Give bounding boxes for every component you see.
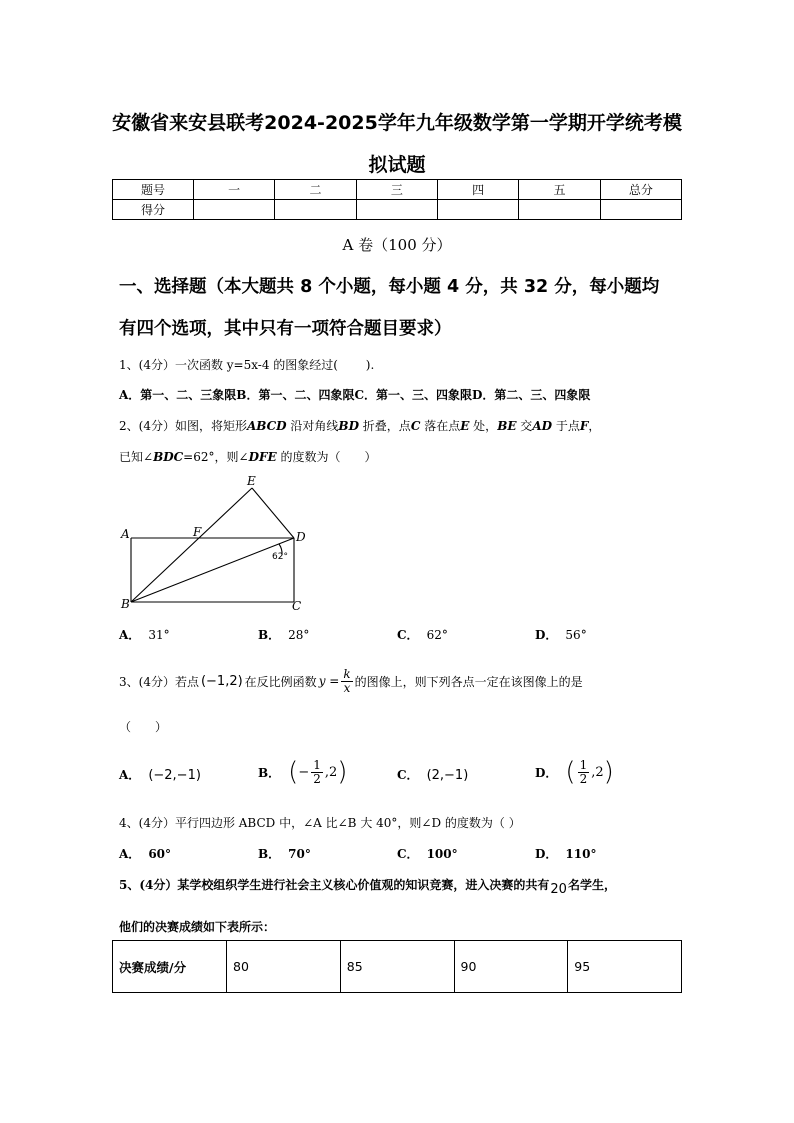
option-rest: ,2 [591, 764, 604, 780]
option-text: 56° [565, 628, 587, 642]
score-header-cell: 五 [519, 180, 600, 200]
score-table-score-row [113, 200, 682, 220]
section-a-heading: A 卷（100 分） [342, 236, 452, 254]
q2-option-a[interactable] [119, 626, 170, 643]
option-label: D． [535, 628, 558, 642]
score-header-cell: 四 [437, 180, 518, 200]
q4-option-a[interactable] [119, 845, 171, 862]
option-text: 70° [288, 847, 311, 861]
q2-var: E [460, 419, 470, 433]
q2-var: DFE [248, 450, 277, 464]
paren-right: ) [337, 757, 348, 787]
score-cell[interactable] [356, 200, 437, 220]
q2-var: AD [532, 419, 553, 433]
fig-label-a: A [121, 527, 130, 541]
q2-text: 已知∠ [119, 450, 154, 464]
option-fraction [311, 759, 323, 786]
q4-option-b[interactable] [258, 845, 311, 862]
frac-den: x [343, 680, 351, 695]
score-table-header-row [113, 180, 682, 200]
option-label: B． [258, 628, 281, 642]
q2-text: 的度数为（ ） [276, 450, 377, 464]
part1-heading-line1: 一、选择题（本大题共 8 个小题，每小题 4 分，共 32 分，每小题均 [119, 277, 660, 297]
paren-right: ) [603, 757, 614, 787]
q2-text: 沿对角线 [286, 419, 339, 433]
option-label: A． [119, 628, 141, 642]
q5-table-cell: 80 [227, 941, 341, 993]
q3-option-a[interactable] [119, 766, 201, 783]
option-rest: ,2 [324, 764, 338, 780]
option-text: (−2,−1) [148, 768, 201, 783]
q3-option-b[interactable] [258, 752, 347, 792]
q2-text: 2、(4分）如图，将矩形 [119, 419, 247, 433]
q5-stem-line2: 他们的决赛成绩如下表所示： [119, 920, 276, 934]
score-table [112, 179, 682, 220]
exam-title-line2: 拟试题 [368, 154, 426, 176]
score-cell[interactable] [600, 200, 681, 220]
option-text: 31° [148, 628, 170, 642]
q3-point: (−1,2) [200, 673, 243, 689]
score-cell[interactable] [194, 200, 275, 220]
q5-text: 名学生， [567, 878, 616, 892]
q2-var: ABCD [246, 419, 287, 433]
q3-option-d[interactable] [535, 752, 614, 792]
option-text: 110° [565, 847, 597, 861]
q2-var: C [410, 419, 421, 433]
q3-func-fraction [341, 668, 352, 695]
q1-stem: 1、(4分）一次函数 y=5x-4 的图象经过( ). [119, 358, 375, 372]
q2-text: =62°，则∠ [183, 450, 249, 464]
q2-figure [119, 474, 311, 616]
q5-score-table [112, 940, 682, 993]
frac-num: 1 [579, 757, 588, 772]
q3-text: 3、(4分）若点 [119, 674, 199, 689]
option-label: C． [397, 628, 419, 642]
option-label: C． [397, 768, 419, 782]
fig-label-d: D [296, 530, 306, 544]
score-header-cell: 二 [275, 180, 356, 200]
score-cell[interactable] [519, 200, 600, 220]
q2-option-c[interactable] [397, 626, 448, 643]
q5-table-label: 决赛成绩/分 [113, 941, 227, 993]
option-label: D． [535, 847, 558, 861]
option-label: B． [258, 765, 281, 780]
q3-func-y: y = [318, 674, 340, 688]
option-text: 60° [148, 847, 172, 861]
paren-left: ( [288, 757, 299, 787]
q5-count: 20 [550, 882, 567, 897]
option-text: (2,−1) [426, 768, 469, 783]
q3-text: 的图像上，则下列各点一定在该图像上的是 [354, 674, 583, 689]
option-label: A． [119, 847, 141, 861]
score-header-cell: 一 [194, 180, 275, 200]
q2-stem-line2 [119, 448, 376, 465]
frac-den: 2 [313, 771, 321, 786]
score-cell[interactable] [437, 200, 518, 220]
fig-label-f: F [193, 525, 202, 539]
fig-label-b: B [121, 597, 130, 611]
option-sign: − [298, 764, 310, 780]
q2-option-d[interactable] [535, 626, 587, 643]
q3-stem [119, 664, 583, 698]
paren-left: ( [565, 757, 576, 787]
q3-text: 在反比例函数 [244, 674, 317, 689]
q5-text: 5、(4分）某学校组织学生进行社会主义核心价值观的知识竞赛，进入决赛的共有 [119, 878, 550, 892]
q4-stem: 4、(4分）平行四边形 ABCD 中，∠A 比∠B 大 40°，则∠D 的度数为（ ） [119, 816, 521, 830]
option-label: A． [119, 768, 141, 782]
q2-text: 折叠，点 [358, 419, 411, 433]
frac-num: k [343, 666, 351, 681]
q2-option-b[interactable] [258, 626, 309, 643]
q2-var: F [579, 419, 589, 433]
score-row-label: 得分 [113, 200, 194, 220]
frac-num: 1 [313, 757, 321, 772]
fig-angle-62: 62° [272, 552, 288, 562]
q4-option-c[interactable] [397, 845, 458, 862]
q4-option-d[interactable] [535, 845, 596, 862]
option-label: B． [258, 847, 281, 861]
option-text: 100° [426, 847, 458, 861]
score-cell[interactable] [275, 200, 356, 220]
option-fraction [578, 759, 590, 786]
q5-stem-line1 [119, 876, 616, 897]
q5-table-cell: 85 [340, 941, 454, 993]
q2-text: 交 [516, 419, 533, 433]
q2-text: 于点 [552, 419, 580, 433]
q2-var: BD [338, 419, 359, 433]
score-header-cell: 题号 [113, 180, 194, 200]
option-label: C． [397, 847, 419, 861]
option-text: 62° [426, 628, 448, 642]
fig-label-c: C [292, 599, 302, 613]
q2-text: 落在点 [420, 419, 461, 433]
frac-den: 2 [579, 771, 588, 786]
q2-text: ， [588, 419, 601, 433]
q2-text: 处， [469, 419, 498, 433]
q5-table-cell: 90 [454, 941, 568, 993]
q2-var: BDC [153, 450, 184, 464]
part1-heading-line2: 有四个选项，其中只有一项符合题目要求） [119, 319, 452, 339]
score-header-cell: 三 [356, 180, 437, 200]
q3-option-c[interactable] [397, 766, 468, 783]
q1-options: A．第一、二、三象限B．第一、二、四象限C．第一、三、四象限D．第二、三、四象限 [119, 388, 591, 402]
option-text: 28° [288, 628, 310, 642]
q2-var: BE [497, 419, 517, 433]
q3-paren: （ ） [119, 720, 168, 734]
q5-table-cell: 95 [568, 941, 682, 993]
score-header-cell: 总分 [600, 180, 681, 200]
q2-stem-line1 [119, 417, 600, 434]
fig-label-e: E [247, 474, 256, 488]
option-label: D． [535, 765, 558, 780]
exam-title-line1: 安徽省来安县联考2024-2025学年九年级数学第一学期开学统考模 [112, 112, 682, 134]
table-row [113, 941, 682, 993]
